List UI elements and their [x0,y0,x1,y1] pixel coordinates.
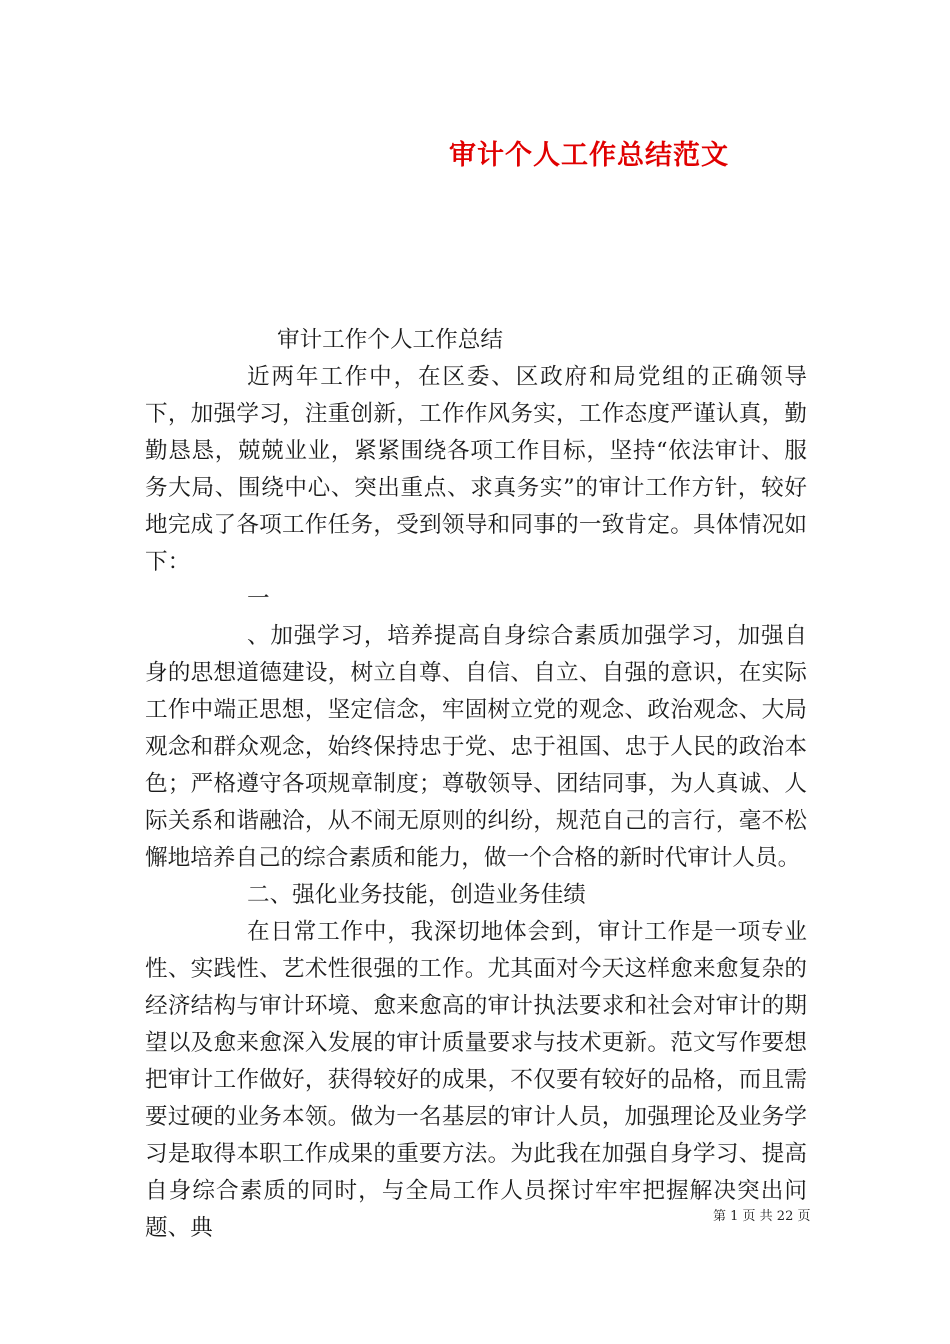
paragraph-section-two: 在日常工作中，我深切地体会到，审计工作是一项专业性、实践性、艺术性很强的工作。尤其面对今天这样愈来愈复杂的经济结构与审计环境、愈来愈高的审计执法要求和社会对审计的期望以及愈来愈深入发展的审计质量要求与技术更新。范文写作要想把审计工作做好，获得较好的成果，不仅要有较好的品格，而且需要过硬的业务本领。做为一名基层的审计人员，加强理论及业务学习是取得本职工作成果的重要方法。为此我在加强自身学习、提高自身综合素质的同时，与全局工作人员探讨牢牢把握解决突出问题、典 [145,919,807,1241]
paragraph-intro: 近两年工作中，在区委、区政府和局党组的正确领导下，加强学习，注重创新，工作作风务实，工作态度严谨认真，勤勤恳恳，兢兢业业，紧紧围绕各项工作目标，坚持“依法审计、服务大局、围绕中心、突出重点、求真务实”的审计工作方针，较好地完成了各项工作任务，受到领导和同事的一致肯定。具体情况如下： [145,364,807,575]
section-heading-two: 二、强化业务技能，创造业务佳绩 [247,882,586,908]
document-body [145,322,807,1247]
section-number-one: 一 [247,586,270,612]
document-title: 审计个人工作总结范文 [449,140,729,171]
section-subtitle: 审计工作个人工作总结 [277,327,503,353]
page-number: 第 1 页 共 22 页 [713,1209,811,1224]
paragraph-section-one: 、加强学习，培养提高自身综合素质加强学习，加强自身的思想道德建设，树立自尊、自信、自立、自强的意识，在实际工作中端正思想，坚定信念，牢固树立党的观念、政治观念、大局观念和群众观念，始终保持忠于党、忠于祖国、忠于人民的政治本色；严格遵守各项规章制度；尊敬领导、团结同事，为人真诚、人际关系和谐融洽，从不闹无原则的纠纷，规范自己的言行，毫不松懈地培养自己的综合素质和能力，做一个合格的新时代审计人员。 [145,623,807,871]
